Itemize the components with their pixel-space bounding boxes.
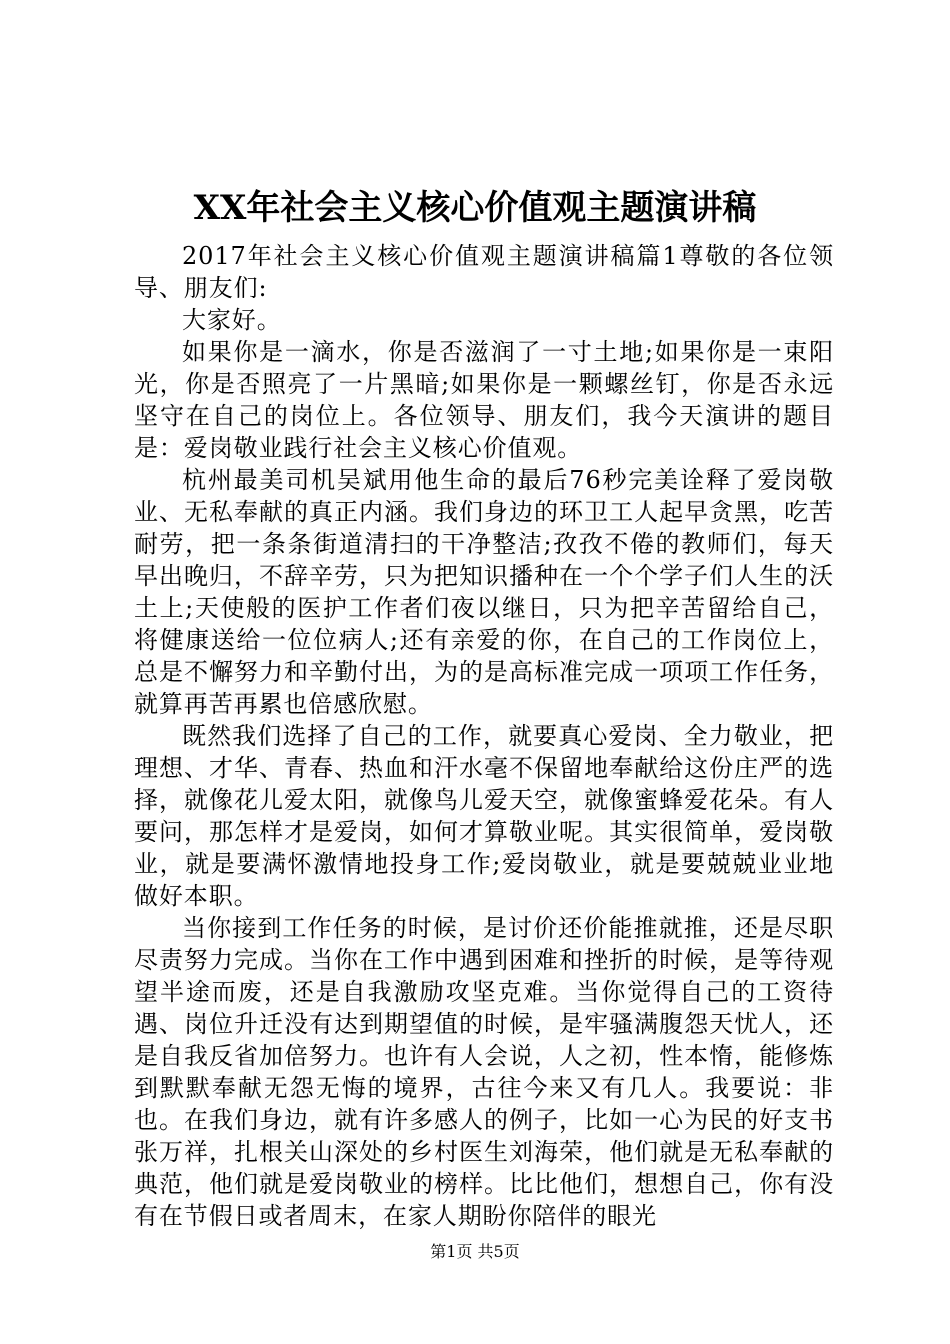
paragraph-3: 如果你是一滴水，你是否滋润了一寸土地;如果你是一束阳光，你是否照亮了一片黑暗;如果你是一颗螺丝钉，你是否永远坚守在自己的岗位上。各位领导、朋友们，我今天演讲的题目是：爱岗敬业践行社会主义核心价值观。 (134, 338, 834, 462)
paragraph-6: 当你接到工作任务的时候，是讨价还价能推就推，还是尽职尽责努力完成。当你在工作中遇到困难和挫折的时候，是等待观望半途而废，还是自我激励攻坚克难。当你觉得自己的工资待遇、岗位升迁没有达到期望值的时候，是牢骚满腹怨天忧人，还是自我反省加倍努力。也许有人会说，人之初，性本惰，能修炼到默默奉献无怨无悔的境界，古往今来又有几人。我要说：非也。在我们身边，就有许多感人的例子，比如一心为民的好支书张万祥，扎根关山深处的乡村医生刘海荣，他们就是无私奉献的典范，他们就是爱岗敬业的榜样。比比他们，想想自己，你有没有在节假日或者周末，在家人期盼你陪伴的眼光 (134, 914, 834, 1230)
paragraph-1: 2017年社会主义核心价值观主题演讲稿篇1尊敬的各位领导、朋友们: (134, 242, 834, 302)
paragraph-2: 大家好。 (182, 306, 282, 334)
page-footer: 第1页 共5页 (430, 1242, 520, 1261)
document-body (134, 240, 834, 1232)
paragraph-4: 杭州最美司机吴斌用他生命的最后76秒完美诠释了爱岗敬业、无私奉献的真正内涵。我们身边的环卫工人起早贪黑，吃苦耐劳，把一条条街道清扫的干净整洁;孜孜不倦的教师们，每天早出晚归，不辞辛劳，只为把知识播种在一个个学子们人生的沃土上;天使般的医护工作者们夜以继日，只为把辛苦留给自己，将健康送给一位位病人;还有亲爱的你，在自己的工作岗位上，总是不懈努力和辛勤付出，为的是高标准完成一项项工作任务，就算再苦再累也倍感欣慰。 (134, 466, 834, 718)
paragraph-5: 既然我们选择了自己的工作，就要真心爱岗、全力敬业，把理想、才华、青春、热血和汗水毫不保留地奉献给这份庄严的选择，就像花儿爱太阳，就像鸟儿爱天空，就像蜜蜂爱花朵。有人要问，那怎样才是爱岗，如何才算敬业呢。其实很简单，爱岗敬业，就是要满怀激情地投身工作;爱岗敬业，就是要兢兢业业地做好本职。 (134, 722, 834, 910)
document-title: XX年社会主义核心价值观主题演讲稿 (193, 188, 757, 228)
